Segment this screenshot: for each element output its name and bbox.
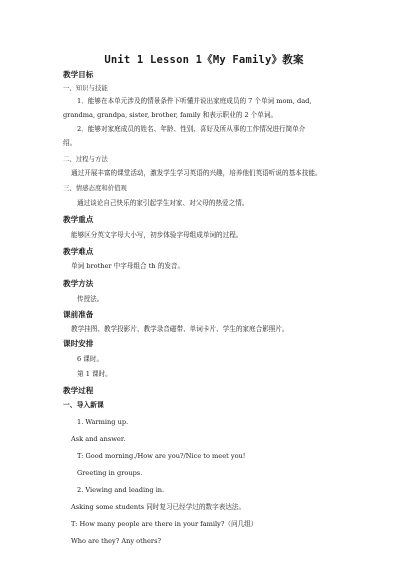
process-intro-subheading: 一、导入新课 bbox=[63, 401, 104, 409]
key-heading: 教学重点 bbox=[63, 215, 94, 224]
process-line-greeting-dialog: T: Good morning./How are you?/Nice to meet you! bbox=[77, 452, 246, 460]
goals-attitude-subheading: 三、情感态度和价值观 bbox=[63, 184, 127, 192]
goals-item1-line2: grandma, grandpa, sister, brother, family 和表示职业的 2 个单词。 bbox=[63, 111, 278, 119]
process-line-viewing: 2. Viewing and leading in. bbox=[77, 486, 165, 494]
schedule-first: 第 1 课时。 bbox=[77, 370, 112, 378]
document-title: Unit 1 Lesson 1《My Family》教案 bbox=[104, 54, 304, 66]
goals-item2-line2: 绍。 bbox=[63, 139, 77, 147]
schedule-count: 6 课时。 bbox=[77, 355, 104, 363]
goals-attitude-text: 通过谈论自己快乐的家引起学生对家、对父母的热爱之情。 bbox=[77, 199, 249, 207]
difficult-text: 单词 brother 中字母组合 th 的发音。 bbox=[71, 262, 185, 270]
process-heading: 教学过程 bbox=[63, 386, 94, 395]
prep-heading: 课前准备 bbox=[63, 310, 94, 319]
difficult-heading: 教学难点 bbox=[63, 247, 94, 256]
method-heading: 教学方法 bbox=[63, 279, 94, 288]
goals-item1-line1: 1．能够在本单元涉及的情景条件下听懂并说出家庭成员的 7 个单词 mom, dad, bbox=[77, 97, 312, 105]
goals-process-text: 通过开展丰富的课堂活动，激发学生学习英语的兴趣，培养他们英语听说的基本技能。 bbox=[71, 169, 322, 177]
process-line-who: Who are they? Any others? bbox=[71, 537, 161, 545]
process-line-greeting-groups: Greeting in groups. bbox=[77, 469, 143, 477]
goals-heading: 教学目标 bbox=[63, 70, 94, 79]
process-line-warming: 1. Warming up. bbox=[77, 418, 129, 426]
goals-knowledge-subheading: 一、知识与技能 bbox=[63, 84, 108, 92]
goals-process-subheading: 二、过程与方法 bbox=[63, 155, 108, 163]
process-line-asking: Asking some students 同时复习已经学过的数字表达法。 bbox=[71, 503, 246, 511]
prep-text: 教学挂图、教学投影片、教学录音磁带、单词卡片、学生的家庭合影照片。 bbox=[71, 325, 289, 333]
method-text: 传授法。 bbox=[77, 295, 104, 303]
schedule-heading: 课时安排 bbox=[63, 339, 94, 348]
key-text: 能够区分英文字母大小写，初步体验字母组成单词的过程。 bbox=[71, 231, 243, 239]
goals-item2-line1: 2．能够对家庭成员的姓名、年龄、性别、喜好及所从事的工作情况进行简单介 bbox=[77, 125, 306, 133]
process-line-question: T: How many people are there in your family?（问几组） bbox=[71, 520, 258, 528]
process-line-ask: Ask and answer. bbox=[71, 435, 126, 443]
